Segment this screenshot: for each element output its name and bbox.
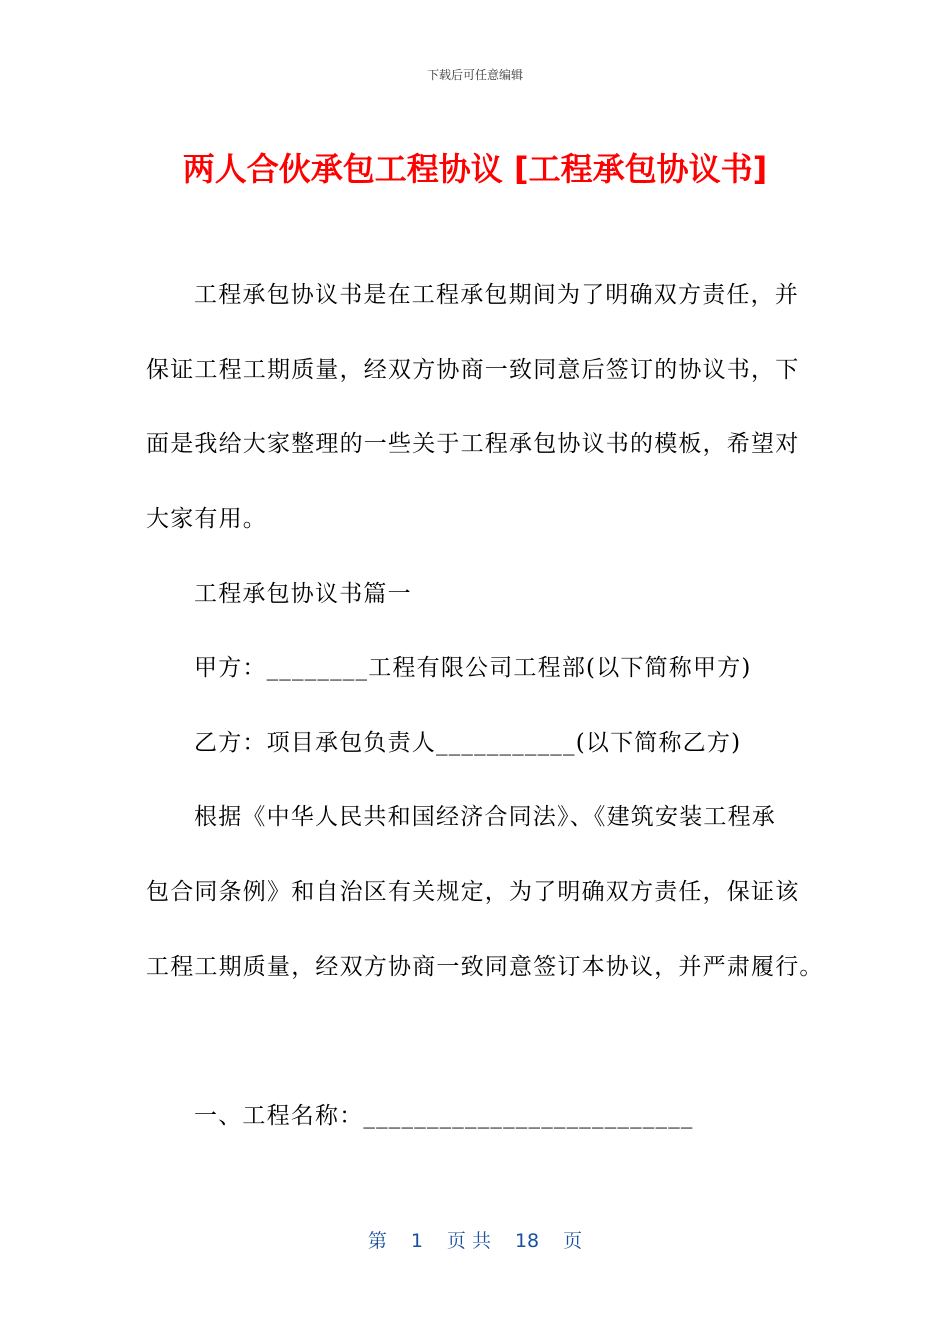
party-a-blank: ________ (266, 655, 369, 681)
basis-line-3: 工程工期质量，经双方协商一致同意签订本协议，并严肃履行。 (146, 954, 824, 980)
footer-middle: 页 共 (446, 1230, 491, 1252)
party-b-line (194, 728, 741, 758)
header-note: 下载后可任意编辑 (426, 68, 523, 82)
party-b-blank: ___________ (436, 730, 576, 756)
party-a-text: 工程有限公司工程部(以下简称甲方) (368, 655, 752, 681)
party-b-label: 乙方：项目承包负责人 (194, 730, 436, 756)
party-a-line (194, 653, 752, 683)
item-one-label: 一、工程名称： (194, 1103, 364, 1129)
basis-line-1: 根据《中华人民共和国经济合同法》、《建筑安装工程承 (194, 804, 776, 830)
footer-suffix: 页 (563, 1230, 583, 1252)
item-one-blank: __________________________ (363, 1103, 694, 1129)
item-one-line (194, 1101, 694, 1131)
page-footer (0, 1226, 950, 1253)
party-b-text: (以下简称乙方) (575, 730, 742, 756)
footer-total-pages: 18 (514, 1230, 540, 1252)
intro-line-1: 工程承包协议书是在工程承包期间为了明确双方责任，并 (194, 282, 799, 308)
basis-line-2: 包合同条例》和自治区有关规定，为了明确双方责任，保证该 (146, 879, 800, 905)
footer-page-number: 1 (410, 1230, 423, 1252)
party-a-label: 甲方： (194, 655, 267, 681)
intro-line-2: 保证工程工期质量，经双方协商一致同意后签订的协议书，下 (146, 357, 800, 383)
intro-line-4: 大家有用。 (146, 506, 267, 532)
intro-line-3: 面是我给大家整理的一些关于工程承包协议书的模板，希望对 (146, 431, 800, 457)
footer-prefix: 第 (367, 1230, 387, 1252)
document-title: 两人合伙承包工程协议 [工程承包协议书] (182, 150, 768, 188)
section-heading: 工程承包协议书篇一 (194, 581, 412, 607)
